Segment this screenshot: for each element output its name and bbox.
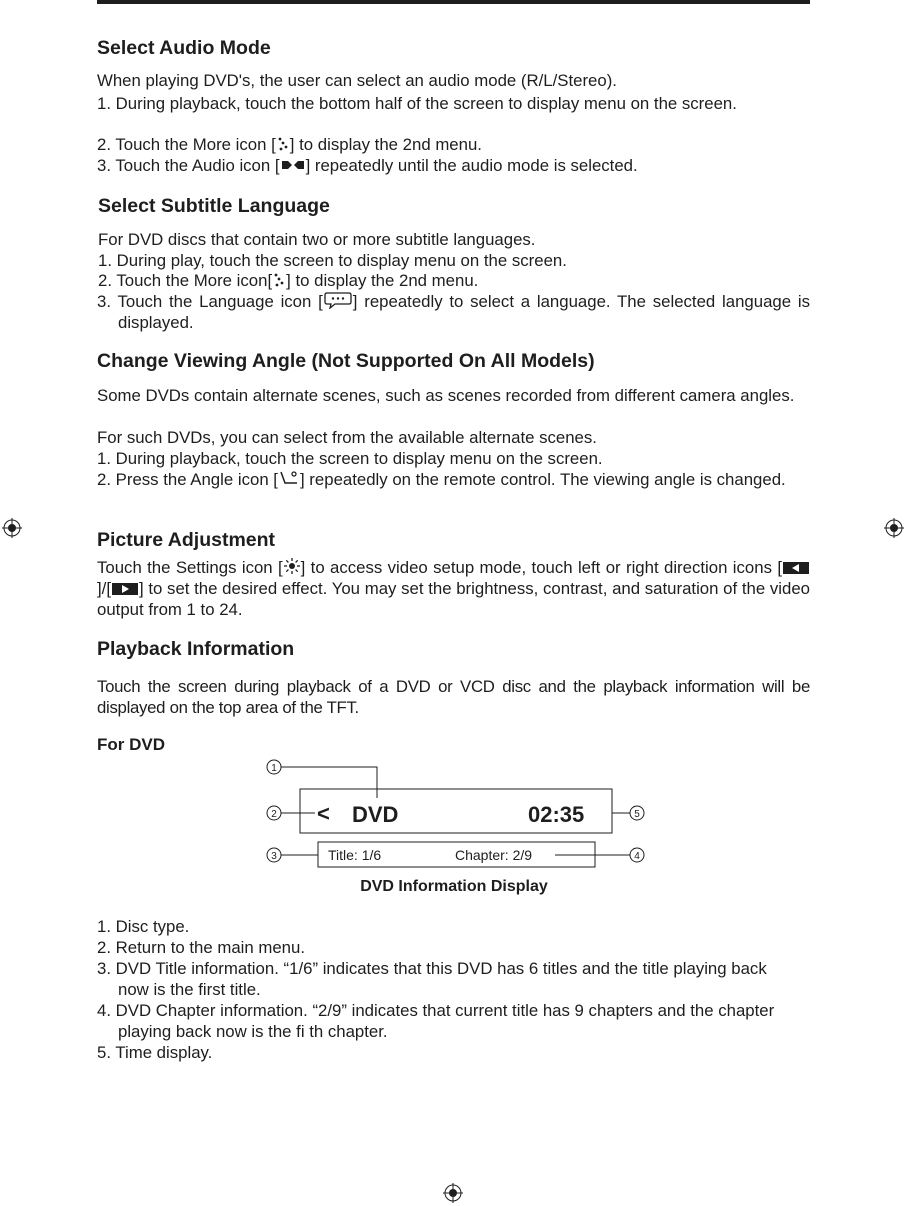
audio-icon bbox=[280, 157, 306, 173]
heading-playback-information: Playback Information bbox=[97, 638, 295, 660]
callout-1-leader bbox=[281, 767, 377, 798]
disc-type-label: DVD bbox=[352, 802, 399, 827]
heading-picture-adjustment: Picture Adjustment bbox=[97, 529, 276, 551]
dvd-info-diagram bbox=[255, 752, 655, 902]
playback-paragraph: Touch the screen during playback of a DVD or VCD disc and the playback information will be displayed on the top area of the TFT. bbox=[97, 677, 810, 717]
callout-1-number: 1 bbox=[271, 763, 277, 774]
angle-paragraph-2: For such DVDs, you can select from the available alternate scenes. bbox=[97, 428, 597, 447]
subtitle-step-2: 2. Touch the More icon[ ] to display the 2nd menu. bbox=[98, 271, 479, 290]
subheading-for-dvd: For DVD bbox=[97, 735, 165, 754]
registration-mark-bottom bbox=[443, 1183, 463, 1203]
angle-icon bbox=[278, 469, 300, 487]
back-symbol: < bbox=[317, 801, 330, 826]
subtitle-step-3: 3. Touch the Language icon [ ] repeatedly to select a language. The selected language is displayed. bbox=[97, 292, 810, 332]
picture-paragraph: Touch the Settings icon [ ] to access video setup mode, touch left or right direction icons []/[ ] to set the desired effect. You may set the brightness, contrast, and saturation of the video output from 1 to 24. bbox=[97, 558, 810, 619]
left-arrow-icon bbox=[782, 561, 810, 575]
audio-step-2: 2. Touch the More icon [ ] to display the 2nd menu. bbox=[97, 135, 482, 154]
audio-step-3: 3. Touch the Audio icon [ ] repeatedly until the audio mode is selected. bbox=[97, 156, 638, 175]
legend-item-2: 2. Return to the main menu. bbox=[97, 938, 306, 957]
diagram-caption: DVD Information Display bbox=[360, 878, 548, 895]
heading-viewing-angle: Change Viewing Angle (Not Supported On All Models) bbox=[97, 350, 595, 372]
top-rule bbox=[97, 0, 810, 4]
language-icon bbox=[323, 291, 353, 309]
angle-paragraph-1: Some DVDs contain alternate scenes, such as scenes recorded from different camera angles. bbox=[97, 386, 795, 405]
chapter-info: Chapter: 2/9 bbox=[455, 847, 533, 863]
angle-step-2: 2. Press the Angle icon [ ] repeatedly on the remote control. The viewing angle is changed. bbox=[97, 470, 786, 489]
callout-2-number: 2 bbox=[271, 809, 277, 820]
legend-item-3: 3. DVD Title information. “1/6” indicates that this DVD has 6 titles and the title playing back now is the first title. bbox=[97, 959, 767, 999]
heading-audio-mode: Select Audio Mode bbox=[97, 37, 271, 59]
time-display: 02:35 bbox=[528, 802, 585, 827]
callout-5-number: 5 bbox=[634, 809, 640, 820]
audio-step-1: 1. During playback, touch the bottom half of the screen to display menu on the screen. bbox=[97, 94, 737, 113]
title-info: Title: 1/6 bbox=[328, 847, 382, 863]
audio-intro: When playing DVD's, the user can select an audio mode (R/L/Stereo). bbox=[97, 71, 617, 90]
more-icon bbox=[276, 136, 290, 152]
right-arrow-icon bbox=[111, 582, 139, 596]
heading-subtitle-language: Select Subtitle Language bbox=[98, 195, 330, 217]
more-icon bbox=[272, 272, 286, 288]
legend-item-4: 4. DVD Chapter information. “2/9” indicates that current title has 9 chapters and the chapter playing back now is the fi th chapter. bbox=[97, 1001, 775, 1041]
legend-item-5: 5. Time display. bbox=[97, 1043, 213, 1062]
registration-mark-left bbox=[2, 518, 22, 538]
subtitle-step-1: 1. During play, touch the screen to display menu on the screen. bbox=[98, 251, 567, 270]
legend-item-1: 1. Disc type. bbox=[97, 917, 190, 936]
callout-3-number: 3 bbox=[271, 851, 277, 862]
settings-icon bbox=[283, 557, 301, 575]
callout-4-number: 4 bbox=[634, 851, 640, 862]
angle-step-1: 1. During playback, touch the screen to display menu on the screen. bbox=[97, 449, 603, 468]
registration-mark-right bbox=[884, 518, 904, 538]
subtitle-intro: For DVD discs that contain two or more subtitle languages. bbox=[98, 230, 536, 249]
